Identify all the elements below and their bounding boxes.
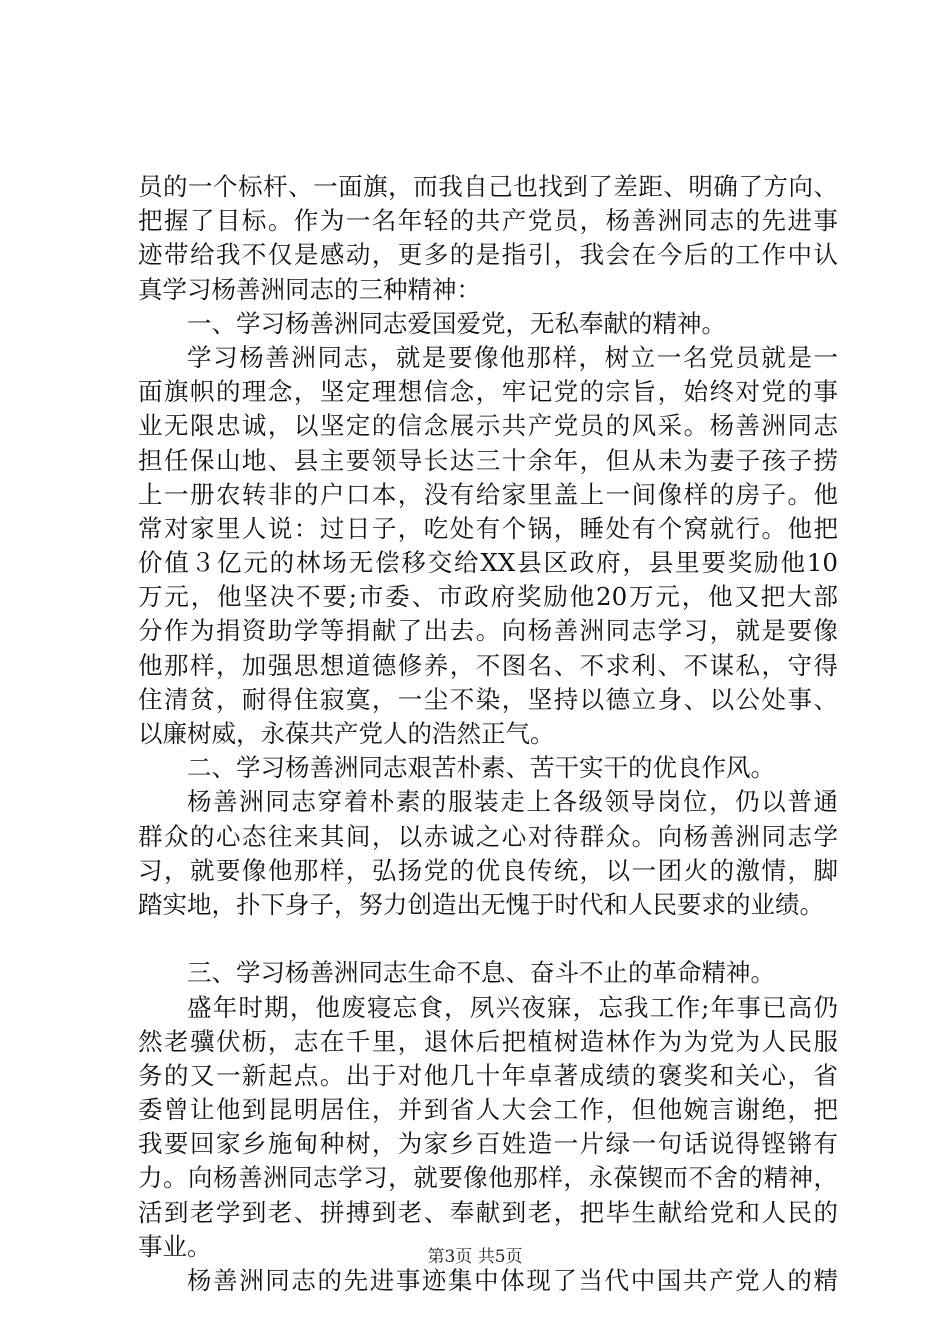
text-line: 习，就要像他那样，弘扬党的优良传统，以一团火的激情，脚 (138, 855, 838, 885)
text-line: 他那样，加强思想道德修养，不图名、不求利、不谋私，守得 (138, 650, 838, 680)
text-line: 迹带给我不仅是感动，更多的是指引，我会在今后的工作中认 (138, 240, 838, 270)
text-line: 我要回家乡施甸种树，为家乡百姓造一片绿一句话说得铿锵有 (138, 1129, 838, 1159)
text-line: 真学习杨善洲同志的三种精神： (138, 274, 481, 304)
text-line: 担任保山地、县主要领导长达三十余年，但从未为妻子孩子捞 (138, 445, 838, 475)
blank-line (138, 922, 838, 956)
text-line: 把握了目标。作为一名年轻的共产党员，杨善洲同志的先进事 (138, 206, 838, 236)
text-line: 价值３亿元的林场无偿移交给XX县区政府，县里要奖励他10 (138, 548, 838, 578)
page-footer (0, 1242, 950, 1267)
text-line: 三、学习杨善洲同志生命不息、奋斗不止的革命精神。 (187, 958, 775, 988)
text-line: 面旗帜的理念，坚定理想信念，牢记党的宗旨，始终对党的事 (138, 377, 838, 407)
page-number: 第3页 共5页 (427, 1247, 523, 1267)
document-body (138, 170, 838, 1298)
text-line: 以廉树威，永葆共产党人的浩然正气。 (138, 719, 555, 748)
text-line: 学习杨善洲同志，就是要像他那样，树立一名党员就是一 (187, 342, 838, 372)
text-line: 盛年时期，他废寝忘食，夙兴夜寐，忘我工作;年事已高仍 (187, 992, 838, 1022)
text-line: 力。向杨善洲同志学习，就要像他那样，永葆锲而不舍的精神， (138, 1163, 838, 1193)
text-line: 群众的心态往来其间，以赤诚之心对待群众。向杨善洲同志学 (138, 821, 838, 851)
text-line: 住清贫，耐得住寂寞，一尘不染，坚持以德立身、以公处事、 (138, 684, 838, 714)
text-line: 杨善洲同志穿着朴素的服装走上各级领导岗位，仍以普通 (187, 787, 838, 817)
text-line: 一、学习杨善洲同志爱国爱党，无私奉献的精神。 (187, 308, 726, 338)
text-line: 事业。 (138, 1231, 212, 1261)
text-line: 活到老学到老、拼搏到老、奉献到老，把毕生献给党和人民的 (138, 1197, 838, 1227)
text-line: 分作为捐资助学等捐献了出去。向杨善洲同志学习，就是要像 (138, 616, 838, 646)
text-line: 二、学习杨善洲同志艰苦朴素、苦干实干的优良作风。 (187, 753, 775, 783)
text-line: 员的一个标杆、一面旗，而我自己也找到了差距、明确了方向、 (138, 172, 838, 201)
text-line: 然老骥伏枥，志在千里，退休后把植树造林作为为党为人民服 (138, 1026, 838, 1056)
text-line: 踏实地，扑下身子，努力创造出无愧于时代和人民要求的业绩。 (138, 889, 824, 919)
text-line: 委曾让他到昆明居住，并到省人大会工作，但他婉言谢绝，把 (138, 1095, 838, 1125)
text-line: 业无限忠诚，以坚定的信念展示共产党员的风采。杨善洲同志 (138, 411, 838, 441)
text-line: 万元，他坚决不要;市委、市政府奖励他20万元，他又把大部 (138, 582, 838, 612)
text-line: 杨善洲同志的先进事迹集中体现了当代中国共产党人的精 (187, 1266, 838, 1295)
text-line: 常对家里人说：过日子，吃处有个锅，睡处有个窝就行。他把 (138, 513, 838, 543)
text-line: 务的又一新起点。出于对他几十年卓著成绩的褒奖和关心，省 (138, 1060, 838, 1090)
text-line: 上一册农转非的户口本，没有给家里盖上一间像样的房子。他 (138, 479, 838, 509)
